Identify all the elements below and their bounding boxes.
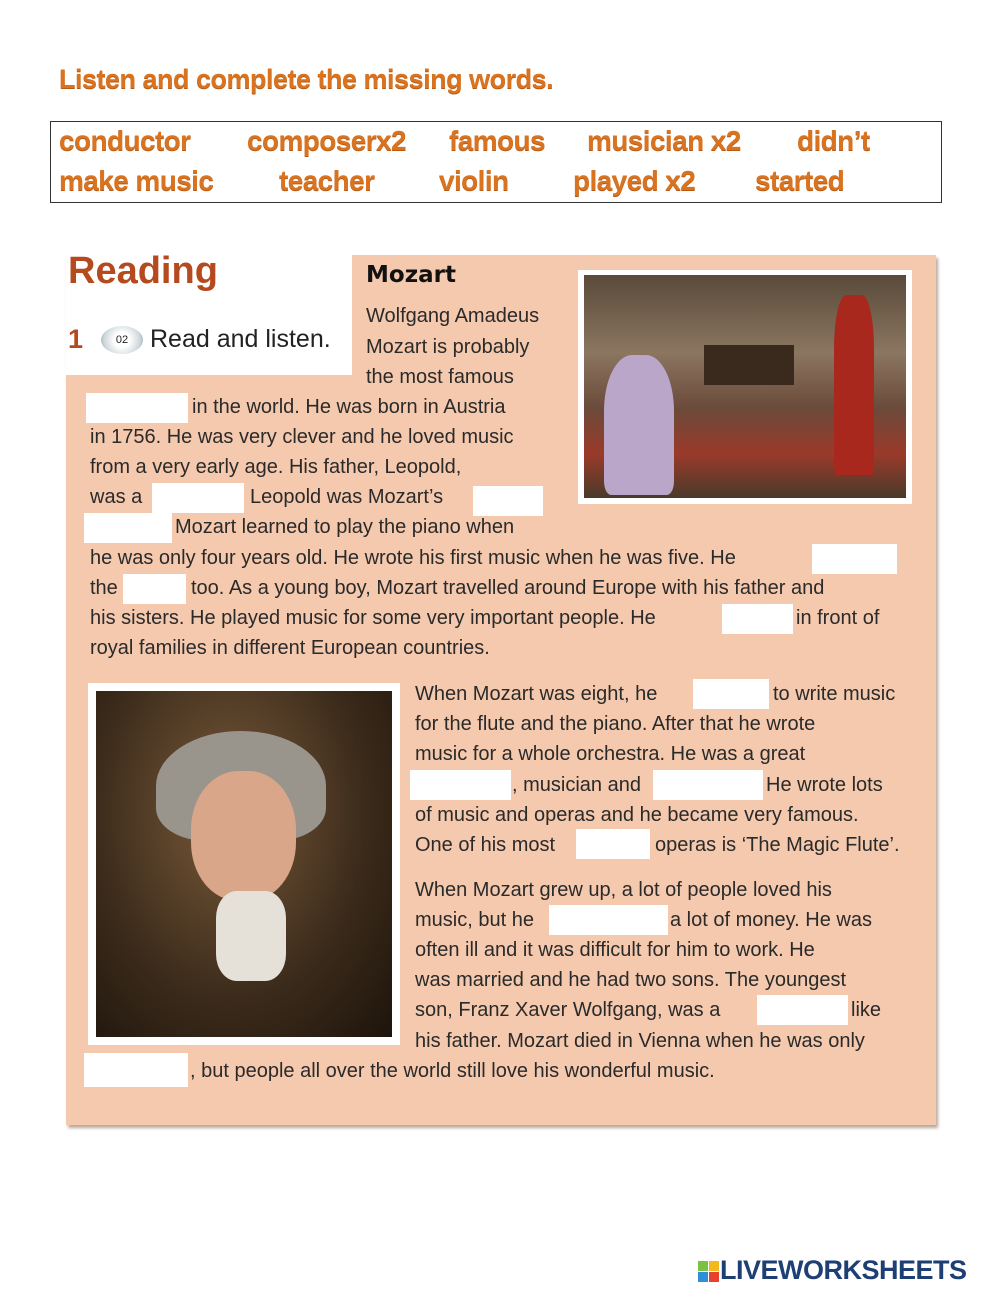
logo-squares-icon — [698, 1261, 720, 1283]
section-title: Reading — [68, 250, 218, 292]
logo-text: LIVEWORKSHEETS — [720, 1255, 967, 1285]
article-text: of music and operas and he became very famous. — [415, 804, 859, 826]
word-bank-item: violin — [439, 165, 509, 196]
article-text: from a very early age. His father, Leopold, — [90, 456, 462, 478]
article-text: too. As a young boy, Mozart travelled around Europe with his father and — [191, 577, 825, 599]
answer-blank-7[interactable] — [722, 604, 793, 634]
article-text: in 1756. He was very clever and he loved music — [90, 426, 514, 448]
article-text: was married and he had two sons. The youngest — [415, 969, 846, 991]
answer-blank-10[interactable] — [653, 770, 763, 800]
article-text: his father. Mozart died in Vienna when he was only — [415, 1030, 865, 1052]
article-text: he was only four years old. He wrote his first music when he was five. He — [90, 547, 736, 569]
article-text: the — [90, 577, 118, 599]
article-text: was a — [90, 486, 143, 508]
word-bank — [50, 121, 942, 203]
word-bank-item: make music — [59, 165, 214, 196]
word-bank-item: composerx2 — [247, 125, 406, 156]
answer-blank-11[interactable] — [576, 829, 650, 859]
instruction-heading: Listen and complete the missing words. — [59, 64, 554, 94]
word-bank-item: started — [755, 165, 845, 196]
article-text: to write music — [773, 683, 896, 705]
article-text: operas is ‘The Magic Flute’. — [655, 834, 900, 856]
article-text: his sisters. He played music for some very important people. He — [90, 607, 656, 629]
word-bank-item: teacher — [279, 165, 375, 196]
article-text: , musician and — [512, 774, 641, 796]
article-text: like — [851, 999, 882, 1021]
answer-blank-2[interactable] — [152, 483, 244, 513]
article-text: the most famous — [366, 366, 514, 388]
exercise-number: 1 — [68, 324, 84, 354]
word-bank-item: conductor — [59, 125, 191, 156]
article-text: , but people all over the world still love his wonderful music. — [190, 1060, 715, 1082]
answer-blank-13[interactable] — [757, 995, 848, 1025]
answer-blank-4[interactable] — [84, 513, 172, 543]
concert-painting — [578, 270, 912, 504]
article-text: son, Franz Xaver Wolfgang, was a — [415, 999, 721, 1021]
article-title: Mozart — [366, 262, 456, 288]
word-bank-item: played x2 — [573, 165, 696, 196]
article-text: music for a whole orchestra. He was a great — [415, 743, 806, 765]
article-text: Mozart learned to play the piano when — [175, 516, 515, 538]
article-text: Leopold was Mozart’s — [250, 486, 444, 508]
article-text: a lot of money. He was — [670, 909, 872, 931]
answer-blank-5[interactable] — [812, 544, 897, 574]
answer-blank-3[interactable] — [473, 486, 543, 516]
article-text: Mozart is probably — [366, 336, 530, 358]
task-instruction: Read and listen. — [150, 325, 331, 353]
answer-blank-14[interactable] — [84, 1053, 188, 1087]
word-bank-item: didn’t — [797, 125, 870, 156]
answer-blank-6[interactable] — [123, 574, 186, 604]
liveworksheets-logo — [698, 1255, 967, 1286]
article-text: When Mozart was eight, he — [415, 683, 658, 705]
article-text: He wrote lots — [766, 774, 883, 796]
answer-blank-12[interactable] — [549, 905, 668, 935]
article-text: One of his most — [415, 834, 556, 856]
article-text: in front of — [796, 607, 880, 629]
answer-blank-8[interactable] — [693, 679, 769, 709]
answer-blank-9[interactable] — [410, 770, 511, 800]
mozart-portrait — [88, 683, 400, 1045]
article-text: When Mozart grew up, a lot of people loved his — [415, 879, 832, 901]
word-bank-item: musician x2 — [587, 125, 741, 156]
article-text: royal families in different European countries. — [90, 637, 490, 659]
audio-track-icon[interactable]: 02 — [101, 326, 143, 354]
word-bank-item: famous — [449, 125, 545, 156]
article-text: for the flute and the piano. After that he wrote — [415, 713, 816, 735]
article-text: music, but he — [415, 909, 534, 931]
answer-blank-1[interactable] — [86, 393, 188, 423]
article-text: in the world. He was born in Austria — [192, 396, 506, 418]
article-text: often ill and it was difficult for him to work. He — [415, 939, 815, 961]
article-text: Wolfgang Amadeus — [366, 305, 540, 327]
